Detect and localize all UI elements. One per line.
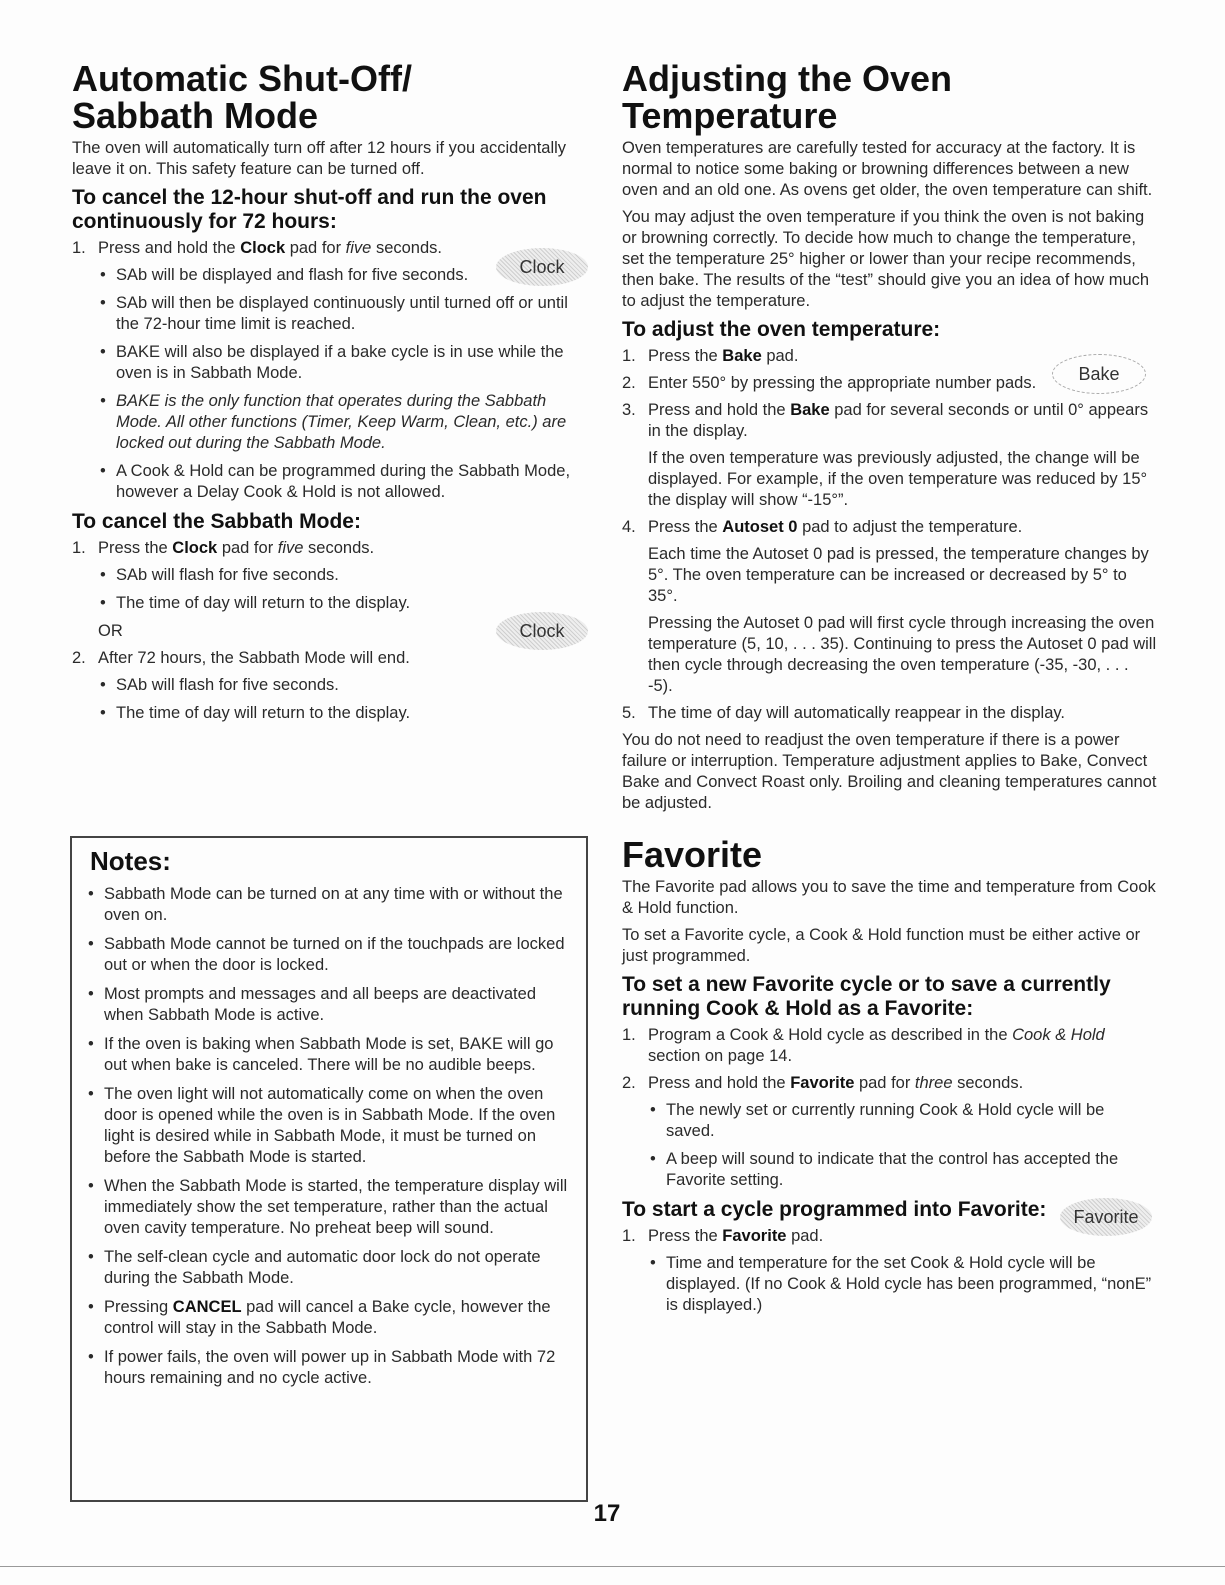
clock-pad-icon: Clock [496,612,588,650]
step-4-note: Each time the Autoset 0 pad is pressed, the temperature changes by 5°. The oven temperature can be increased or decreased by 5° to 35°. [648,545,1149,605]
sabbath-intro: The oven will automatically turn off after 12 hours if you accidentally leave it on. This safety feature can be turned off. [72,139,567,178]
step-4-note: Pressing the Autoset 0 pad will first cycle through increasing the oven temperature (5, 10, . . . 35). Continuing to press the Autoset 0 pad will then cycle through decreasing the oven temperature (-35, -30, . . . -5). [648,614,1157,695]
right-column [622,60,1157,1323]
note-item: • When the Sabbath Mode is started, the temperature display will immediately show the set temperature, rather than the actual oven cavity temperature. No preheat beep will sound. [88,1177,568,1237]
bullet-time-return-2: • The time of day will return to the display. [100,704,411,722]
note-item: • Most prompts and messages and all beeps are deactivated when Sabbath Mode is active. [88,985,536,1024]
step-1-hold-clock: 1. Press and hold the Clock pad for five seconds. [72,239,442,257]
section-title-oven-temperature: Adjusting the Oven Temperature [622,58,953,136]
clock-pad-icon: Clock [496,248,588,286]
note-item: • If the oven is baking when Sabbath Mode is set, BAKE will go out when bake is canceled. There will be no audible beeps. [88,1035,554,1074]
step-2-enter-550: 2. Enter 550° by pressing the appropriate number pads. [622,374,1037,392]
heading-adjust-temperature: To adjust the oven temperature: [622,318,941,341]
step-5-time-reappear: 5. The time of day will automatically reappear in the display. [622,704,1065,722]
heading-start-favorite: To start a cycle programmed into Favorite: [622,1198,1047,1221]
notes-box [70,836,588,1502]
bullet-time-return: • The time of day will return to the display. [100,594,411,612]
notes-title: Notes: [90,846,171,876]
note-item: • Pressing CANCEL pad will cancel a Bake cycle, however the control will stay in the Sabbath Mode. [88,1298,551,1337]
step-3-hold-bake: 3. Press and hold the Bake pad for several seconds or until 0° appears in the display. [622,401,1149,440]
bullet-sab-displayed: • SAb will be displayed and flash for five seconds. [100,266,469,284]
bullet-sab-flash-2: • SAb will flash for five seconds. [100,676,339,694]
note-item: • The self-clean cycle and automatic door lock do not operate during the Sabbath Mode. [88,1248,541,1287]
page-number: 17 [593,1500,621,1527]
paragraph: You do not need to readjust the oven temperature if there is a power failure or interruption. Temperature adjustment applies to Bake, Convect Bake and Convect Roast only. Broiling and cleaning temperatures cannot be adjusted. [622,731,1157,812]
note-item: • The oven light will not automatically come on when the oven door is opened while the oven is in Sabbath Mode. If the oven light is desired while in Sabbath Mode, it must be turned on before the Sabbath Mode is started. [88,1085,556,1166]
step-1-press-clock: 1. Press the Clock pad for five seconds. [72,539,375,557]
step-2-after-72-hours: 2. After 72 hours, the Sabbath Mode will end. [72,649,410,667]
step-1-press-favorite: 1. Press the Favorite pad. [622,1227,824,1245]
step-1-program-cook-hold: 1. Program a Cook & Hold cycle as described in the Cook & Hold section on page 14. [622,1026,1105,1065]
note-item: • Sabbath Mode cannot be turned on if the touchpads are locked out or when the door is locked. [88,935,565,974]
section-title-favorite: Favorite [622,834,763,875]
paragraph: The Favorite pad allows you to save the time and temperature from Cook & Hold function. [622,878,1156,917]
or-label: OR [98,622,123,640]
bullet-cook-hold: • A Cook & Hold can be programmed during the Sabbath Mode, however a Delay Cook & Hold is not allowed. [100,462,571,501]
paragraph: Oven temperatures are carefully tested for accuracy at the factory. It is normal to notice some baking or browning differences between a new oven and an old one. As ovens get older, the oven temperature can shift. [622,139,1153,199]
bullet-cycle-saved: • The newly set or currently running Cook & Hold cycle will be saved. [650,1101,1105,1140]
section-title-sabbath: Automatic Shut-Off/ Sabbath Mode [72,58,412,136]
step-4-autoset: 4. Press the Autoset 0 pad to adjust the temperature. [622,518,1023,536]
note-item: • Sabbath Mode can be turned on at any time with or without the oven on. [88,885,563,924]
bullet-beep-sound: • A beep will sound to indicate that the control has accepted the Favorite setting. [650,1150,1119,1189]
heading-cancel-12-hour: To cancel the 12-hour shut-off and run the oven continuously for 72 hours: [72,186,547,233]
bullet-time-temperature-displayed: • Time and temperature for the set Cook & Hold cycle will be displayed. (If no Cook & Hold cycle has been programmed, “nonE” is displayed.) [650,1254,1152,1314]
step-1-press-bake: 1. Press the Bake pad. [622,347,799,365]
bake-pad-icon: Bake [1052,354,1146,394]
favorite-pad-icon: Favorite [1060,1198,1152,1236]
bullet-bake-displayed: • BAKE will also be displayed if a bake cycle is in use while the oven is in Sabbath Mode. [100,343,564,382]
note-item: • If power fails, the oven will power up in Sabbath Mode with 72 hours remaining and no cycle active. [88,1348,556,1387]
bullet-bake-only-function: • BAKE is the only function that operates during the Sabbath Mode. All other functions (Timer, Keep Warm, Clean, etc.) are locked out during the Sabbath Mode. [100,392,567,452]
step-3-note: If the oven temperature was previously adjusted, the change will be displayed. For example, if the oven temperature was reduced by 15° the display will show “-15°”. [648,449,1148,509]
bullet-sab-continuous: • SAb will then be displayed continuously until turned off or until the 72-hour time limit is reached. [100,294,568,333]
paragraph: To set a Favorite cycle, a Cook & Hold function must be either active or just programmed. [622,926,1141,965]
bottom-divider [0,1566,1225,1567]
bullet-sab-flash: • SAb will flash for five seconds. [100,566,339,584]
heading-set-favorite: To set a new Favorite cycle or to save a currently running Cook & Hold as a Favorite: [622,973,1111,1020]
paragraph: You may adjust the oven temperature if you think the oven is not baking or browning correctly. To decide how much to change the temperature, set the temperature 25° higher or lower than your recipe recommends, then bake. The results of the “test” should give you an idea of how much to adjust the temperature. [622,208,1150,310]
heading-cancel-sabbath: To cancel the Sabbath Mode: [72,510,361,533]
step-2-hold-favorite: 2. Press and hold the Favorite pad for three seconds. [622,1074,1024,1092]
